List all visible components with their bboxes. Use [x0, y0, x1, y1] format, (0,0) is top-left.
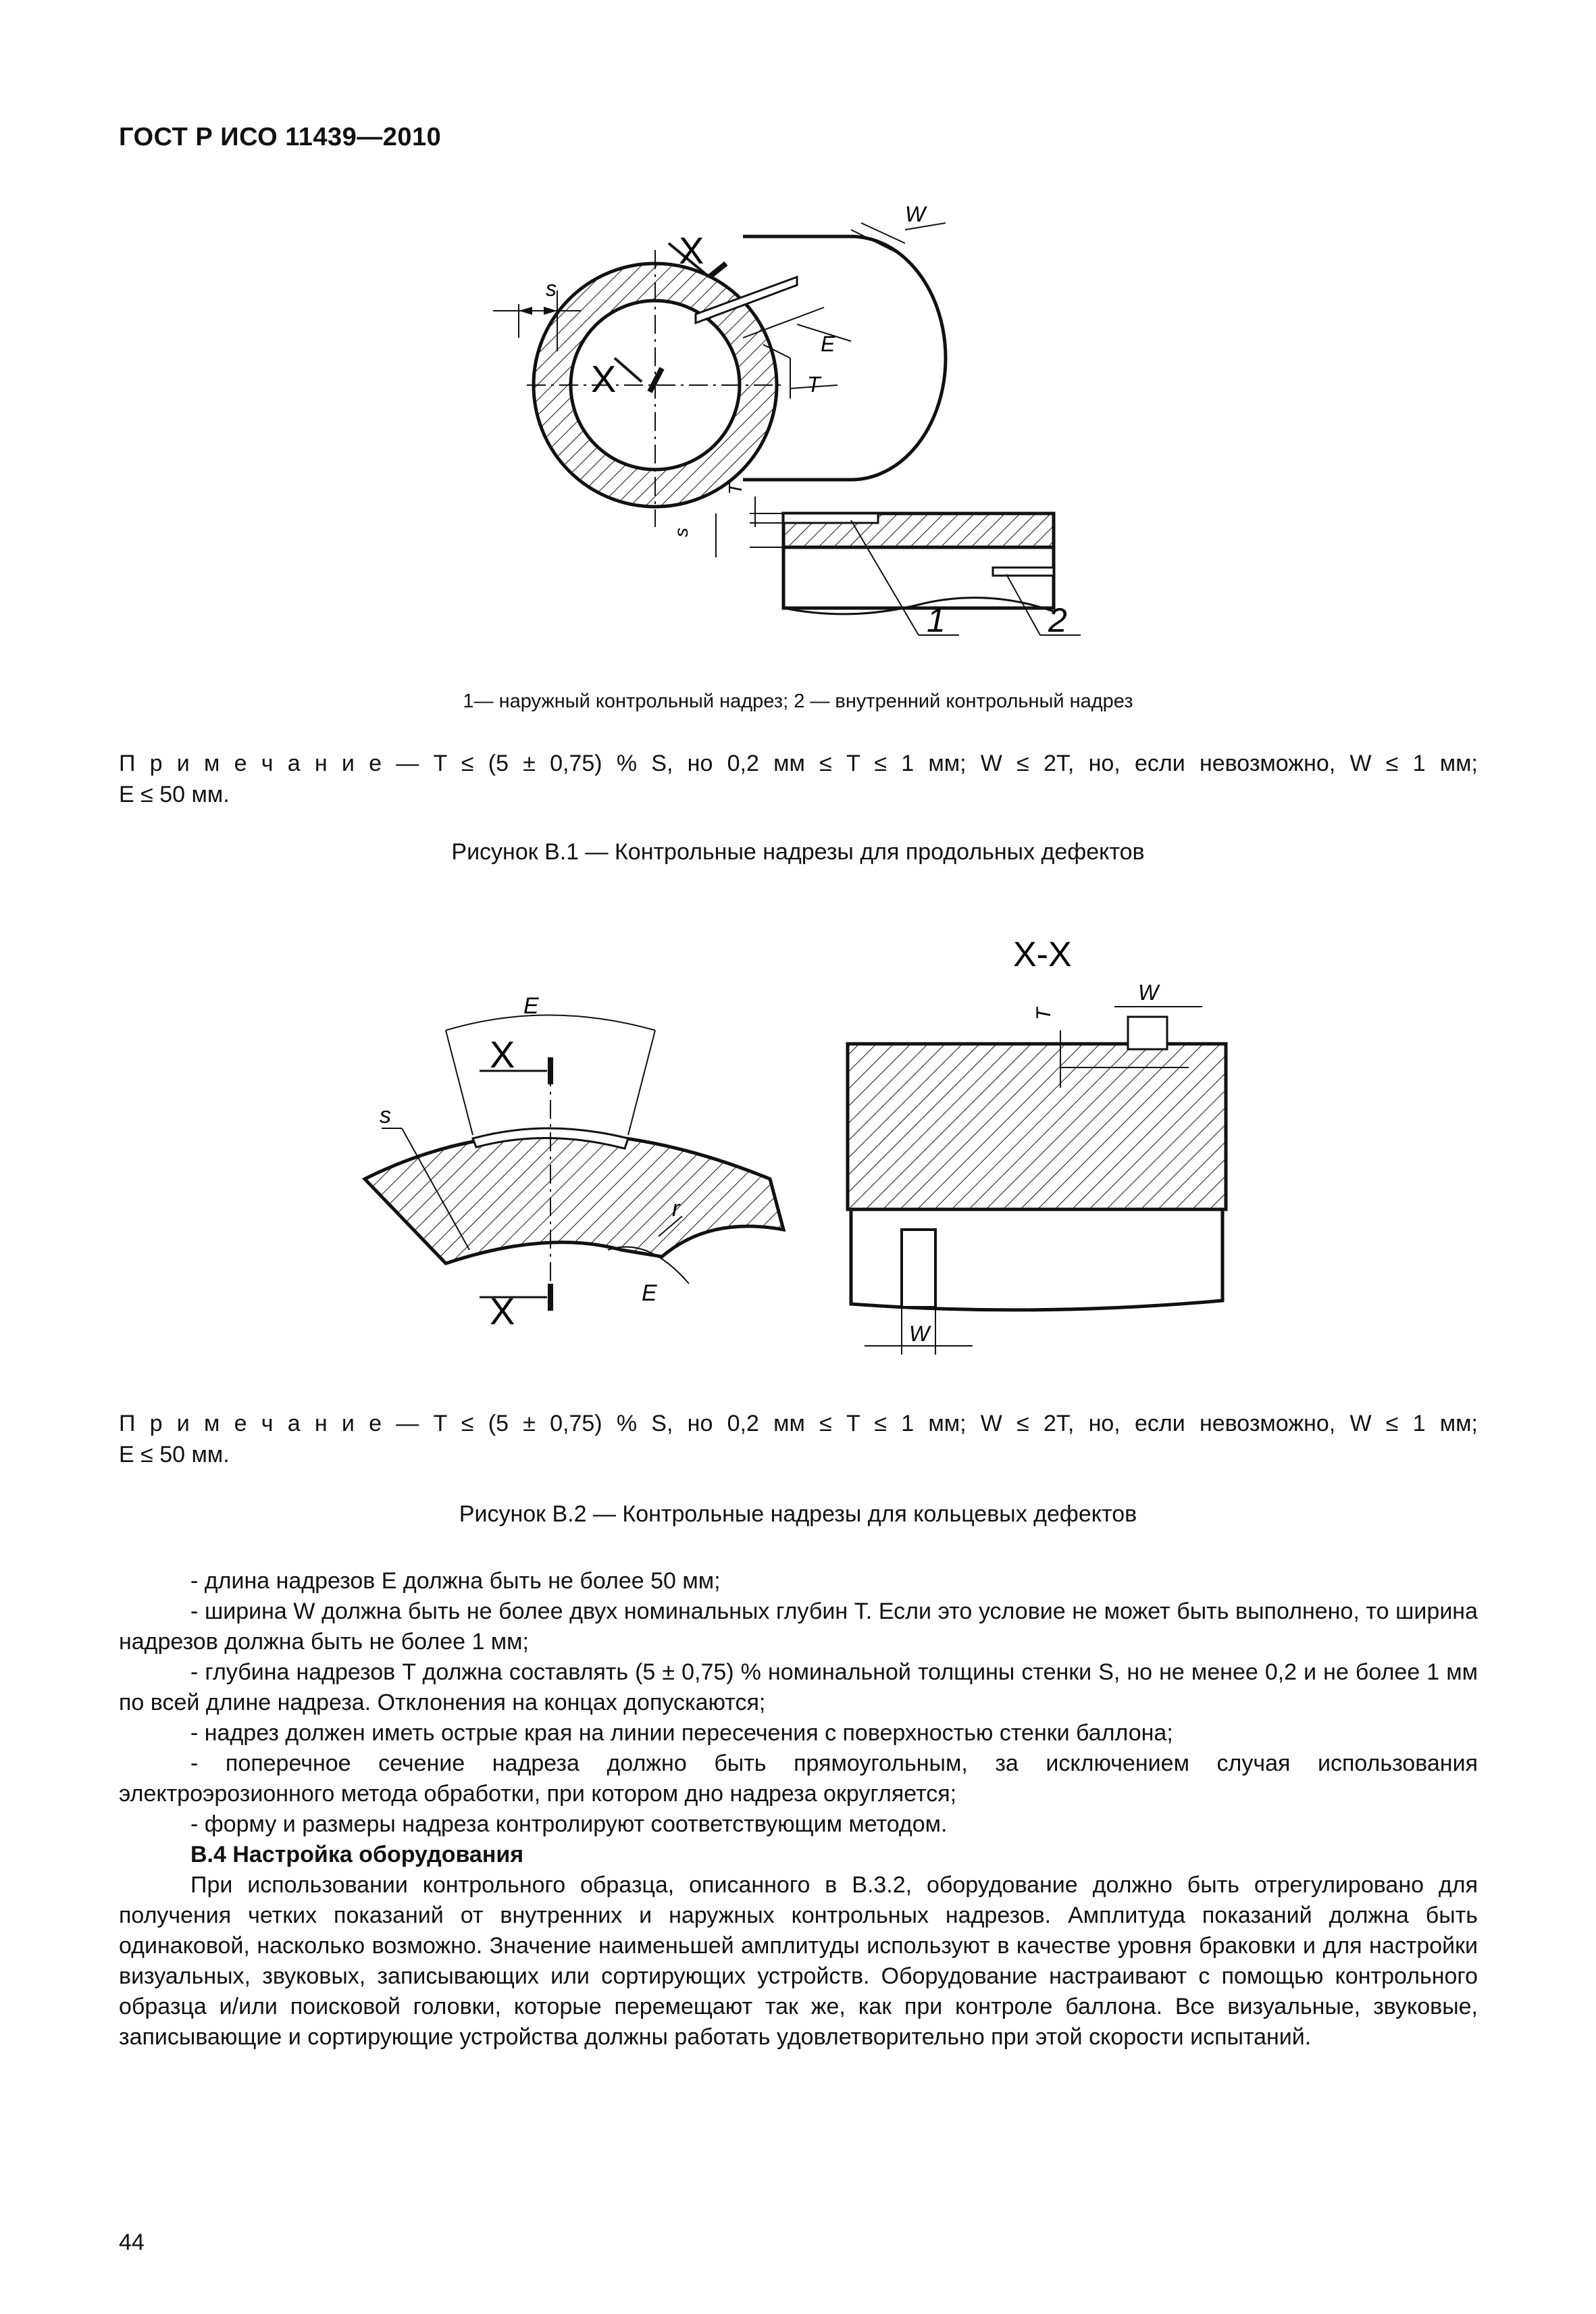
figure-1-note-line1: П р и м е ч а н и е — T ≤ (5 ± 0,75) % S, но 0,2 мм ≤ T ≤ 1 мм; W ≤ 2T, но, если невозможно, W ≤ 1 мм;	[119, 751, 1478, 776]
list-item: - надрез должен иметь острые края на линии пересечения с поверхностью стенки баллона;	[190, 1720, 1173, 1746]
list-item: - ширина W должна быть не более двух номинальных глубин T. Если это условие не может быть выполнено, то ширина надрезов должна быть не более 1 мм;	[119, 1599, 1478, 1655]
fig2-label-x-bottom: X	[490, 1290, 515, 1332]
list-item: - длина надрезов E должна быть не более 50 мм;	[190, 1568, 721, 1594]
body-text	[119, 1566, 1478, 2053]
fig1-label-t: T	[807, 372, 821, 397]
figure-1-note-line2: E ≤ 50 мм.	[119, 782, 230, 807]
page-number: 44	[119, 2230, 145, 2255]
figure-2-title: Рисунок В.2 — Контрольные надрезы для кольцевых дефектов	[459, 1501, 1137, 1527]
fig2-label-e-top: E	[523, 993, 539, 1019]
list-item: - глубина надрезов T должна составлять (5 ± 0,75) % номинальной толщины стенки S, но не менее 0,2 и не более 1 мм по всей длине надреза. Отклонения на концах допускаются;	[119, 1659, 1478, 1715]
figure-2-drawing	[351, 932, 1297, 1372]
fig2-label-w-top: W	[1138, 980, 1159, 1005]
fig2-label-w-bottom: W	[909, 1322, 930, 1346]
figure-1-note	[119, 748, 1478, 810]
fig2-label-r: r	[672, 1196, 680, 1222]
fig1-label-1: 1	[927, 601, 946, 639]
fig1-label-s: s	[546, 276, 557, 301]
figure-1-drawing	[473, 189, 1148, 662]
list-item: - форму и размеры надреза контролируют соответствующим методом.	[190, 1811, 948, 1837]
fig2-section-title: X-X	[1013, 935, 1072, 974]
figure-2-note	[119, 1408, 1478, 1470]
fig2-label-x-top: X	[490, 1033, 515, 1076]
fig2-label-e-bottom: E	[642, 1280, 657, 1306]
fig1-label-e: E	[821, 332, 835, 356]
fig2-label-s: s	[380, 1103, 391, 1128]
section-paragraph: При использовании контрольного образца, описанного в В.3.2, оборудование должно быть отрегулировано для получения четких показаний от внутренних и наружных контрольных надрезов. Амплитуда показаний должна быть одинаковой, насколько возможно. Значение наименьшей амплитуды используют в качестве уровня браковки и для настройки визуальных, звуковых, записывающих или сортирующих устройств. Оборудование настраивают с помощью контрольного образца и/или поисковой головки, которые перемещают так же, как при контроле баллона. Все визуальные, звуковые, записывающие и сортирующие устройства должны работать удовлетворительно при этой скорости испытаний.	[119, 1872, 1478, 2050]
fig2-label-t: T	[1033, 1007, 1055, 1020]
document-header: ГОСТ Р ИСО 11439—2010	[119, 123, 442, 151]
fig1-label-t-small: T	[725, 482, 746, 495]
figure-1-title: Рисунок В.1 — Контрольные надрезы для продольных дефектов	[451, 839, 1145, 865]
fig1-label-w: W	[905, 202, 926, 226]
figure-2-note-line2: E ≤ 50 мм.	[119, 1442, 230, 1467]
list-item: - поперечное сечение надреза должно быть прямоугольным, за исключением случая использования электроэрозионного метода обработки, при котором дно надреза округляется;	[119, 1751, 1478, 1807]
figure-2-note-line1: П р и м е ч а н и е — T ≤ (5 ± 0,75) % S, но 0,2 мм ≤ T ≤ 1 мм; W ≤ 2T, но, если невозможно, W ≤ 1 мм;	[119, 1411, 1478, 1436]
section-heading: В.4 Настройка оборудования	[190, 1842, 524, 1867]
fig1-label-s-small: s	[671, 528, 692, 537]
fig1-label-x-mid: X	[591, 357, 617, 400]
fig1-label-2: 2	[1048, 601, 1067, 639]
figure-1-caption: 1— наружный контрольный надрез; 2 — внутренний контрольный надрез	[463, 690, 1133, 712]
fig1-label-x-top: X	[679, 229, 704, 272]
